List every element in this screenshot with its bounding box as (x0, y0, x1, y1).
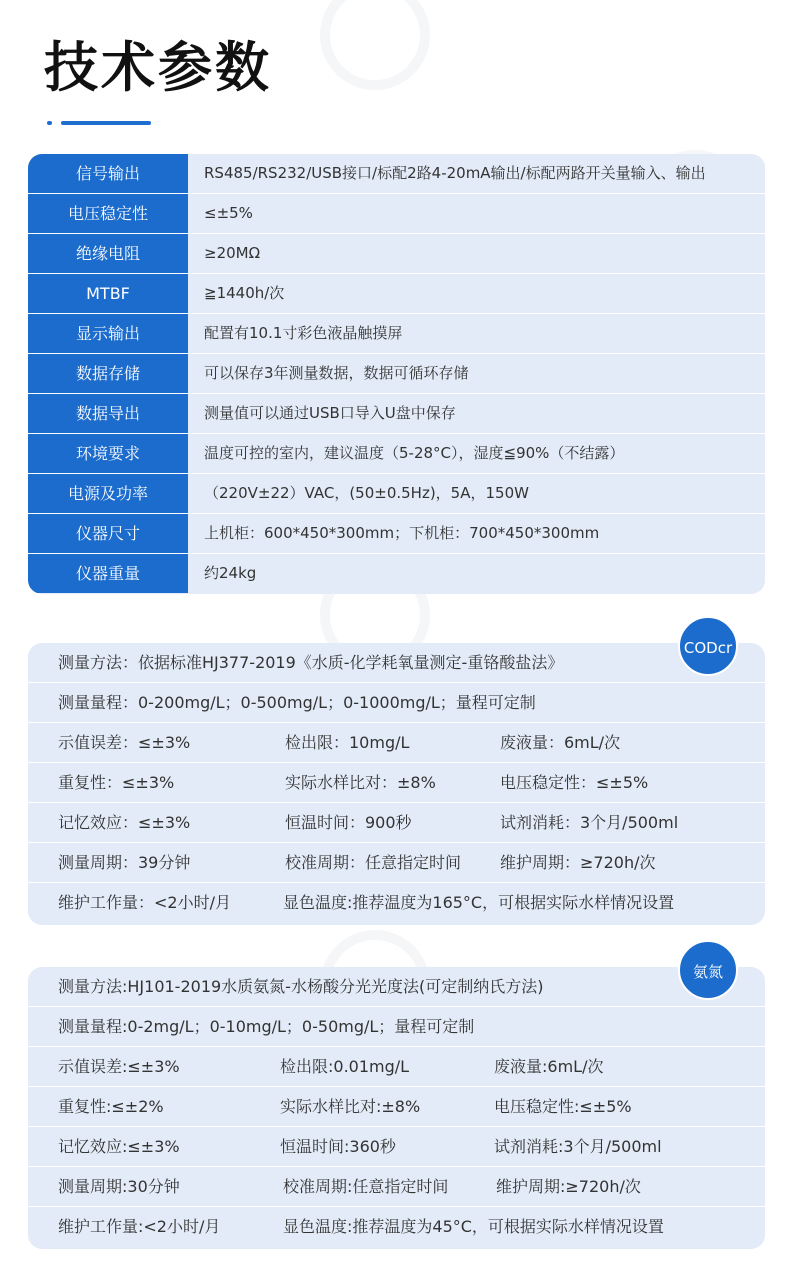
param-cell: 记忆效应:≤±3% (58, 1137, 180, 1156)
spec-value: 上机柜：600*450*300mm；下机柜：700*450*300mm (188, 514, 765, 553)
spec-value: （220V±22）VAC，(50±0.5Hz)，5A，150W (188, 474, 765, 513)
spec-row (28, 394, 765, 434)
spec-label: 数据存储 (28, 354, 188, 393)
spec-label: 信号输出 (28, 154, 188, 193)
param-row (28, 1127, 765, 1167)
param-cell: 实际水样比对:±8% (280, 1097, 421, 1116)
method-text: 测量方法：依据标准HJ377-2019《水质-化学耗氧量测定-重铬酸盐法》 (58, 653, 564, 672)
spec-row (28, 554, 765, 594)
spec-row (28, 474, 765, 514)
spec-label: 电压稳定性 (28, 194, 188, 233)
spec-label: 显示输出 (28, 314, 188, 353)
spec-value: 测量值可以通过USB口导入U盘中保存 (188, 394, 765, 433)
param-row (28, 1087, 765, 1127)
spec-row (28, 234, 765, 274)
spec-row (28, 154, 765, 194)
ammonia-card (28, 967, 765, 1249)
spec-row (28, 514, 765, 554)
spec-value: ≥20MΩ (188, 234, 765, 273)
param-cell: 维护工作量：<2小时/月 (58, 893, 231, 912)
param-row (28, 803, 765, 843)
param-cell: 检出限:0.01mg/L (280, 1057, 410, 1076)
param-row (28, 1047, 765, 1087)
param-row (28, 1207, 765, 1247)
spec-label: 仪器重量 (28, 554, 188, 593)
param-cell: 检出限：10mg/L (285, 733, 410, 752)
range-row (28, 1007, 765, 1047)
watermark-logo (320, 0, 430, 90)
codcr-card (28, 643, 765, 925)
param-cell: 测量周期：39分钟 (58, 853, 191, 872)
param-row (28, 1167, 765, 1207)
spec-value: 约24kg (188, 554, 765, 593)
param-row (28, 843, 765, 883)
method-text: 测量方法:HJ101-2019水质氨氮-水杨酸分光光度法(可定制纳氏方法) (58, 977, 544, 996)
codcr-badge: CODcr (678, 616, 738, 676)
spec-value: 温度可控的室内，建议温度（5-28°C），湿度≦90%（不结露） (188, 434, 765, 473)
param-cell: 实际水样比对：±8% (285, 773, 436, 792)
ammonia-badge: 氨氮 (678, 940, 738, 1000)
param-cell: 维护周期：≥720h/次 (500, 853, 656, 872)
spec-value: RS485/RS232/USB接口/标配2路4-20mA输出/标配两路开关量输入、输出 (188, 154, 765, 193)
param-cell: 维护周期:≥720h/次 (496, 1177, 641, 1196)
method-row (28, 643, 765, 683)
param-row (28, 883, 765, 923)
param-row (28, 723, 765, 763)
param-cell: 记忆效应：≤±3% (58, 813, 191, 832)
spec-value: ≧1440h/次 (188, 274, 765, 313)
spec-label: 数据导出 (28, 394, 188, 433)
param-cell: 试剂消耗：3个月/500ml (500, 813, 679, 832)
spec-value: ≤±5% (188, 194, 765, 233)
param-cell: 示值误差：≤±3% (58, 733, 191, 752)
param-cell: 恒温时间:360秒 (280, 1137, 396, 1156)
spec-row (28, 314, 765, 354)
param-cell: 维护工作量:<2小时/月 (58, 1217, 221, 1236)
spec-row (28, 434, 765, 474)
title-underline (47, 121, 151, 125)
param-cell: 试剂消耗:3个月/500ml (494, 1137, 662, 1156)
param-cell: 校准周期:任意指定时间 (283, 1177, 449, 1196)
param-row (28, 763, 765, 803)
spec-row (28, 194, 765, 234)
param-cell: 显色温度:推荐温度为165°C，可根据实际水样情况设置 (283, 893, 675, 912)
range-row (28, 683, 765, 723)
range-text: 测量量程:0-2mg/L；0-10mg/L；0-50mg/L；量程可定制 (58, 1017, 475, 1036)
param-cell: 废液量:6mL/次 (494, 1057, 604, 1076)
method-row (28, 967, 765, 1007)
spec-row (28, 354, 765, 394)
param-cell: 电压稳定性:≤±5% (494, 1097, 632, 1116)
param-cell: 显色温度:推荐温度为45°C，可根据实际水样情况设置 (283, 1217, 664, 1236)
spec-label: MTBF (28, 274, 188, 313)
param-cell: 电压稳定性：≤±5% (500, 773, 649, 792)
param-cell: 示值误差:≤±3% (58, 1057, 180, 1076)
param-cell: 校准周期：任意指定时间 (285, 853, 462, 872)
spec-value: 配置有10.1寸彩色液晶触摸屏 (188, 314, 765, 353)
param-cell: 恒温时间：900秒 (285, 813, 412, 832)
spec-row (28, 274, 765, 314)
spec-label: 电源及功率 (28, 474, 188, 513)
spec-label: 仪器尺寸 (28, 514, 188, 553)
underline-bar (61, 121, 151, 125)
spec-table (28, 154, 765, 594)
param-cell: 重复性:≤±2% (58, 1097, 164, 1116)
underline-dot (47, 121, 52, 125)
spec-label: 绝缘电阻 (28, 234, 188, 273)
spec-label: 环境要求 (28, 434, 188, 473)
spec-value: 可以保存3年测量数据，数据可循环存储 (188, 354, 765, 393)
param-cell: 测量周期:30分钟 (58, 1177, 180, 1196)
page-title: 技术参数 (44, 36, 272, 99)
range-text: 测量量程：0-200mg/L；0-500mg/L；0-1000mg/L；量程可定制 (58, 693, 536, 712)
param-cell: 重复性：≤±3% (58, 773, 175, 792)
param-cell: 废液量：6mL/次 (500, 733, 621, 752)
